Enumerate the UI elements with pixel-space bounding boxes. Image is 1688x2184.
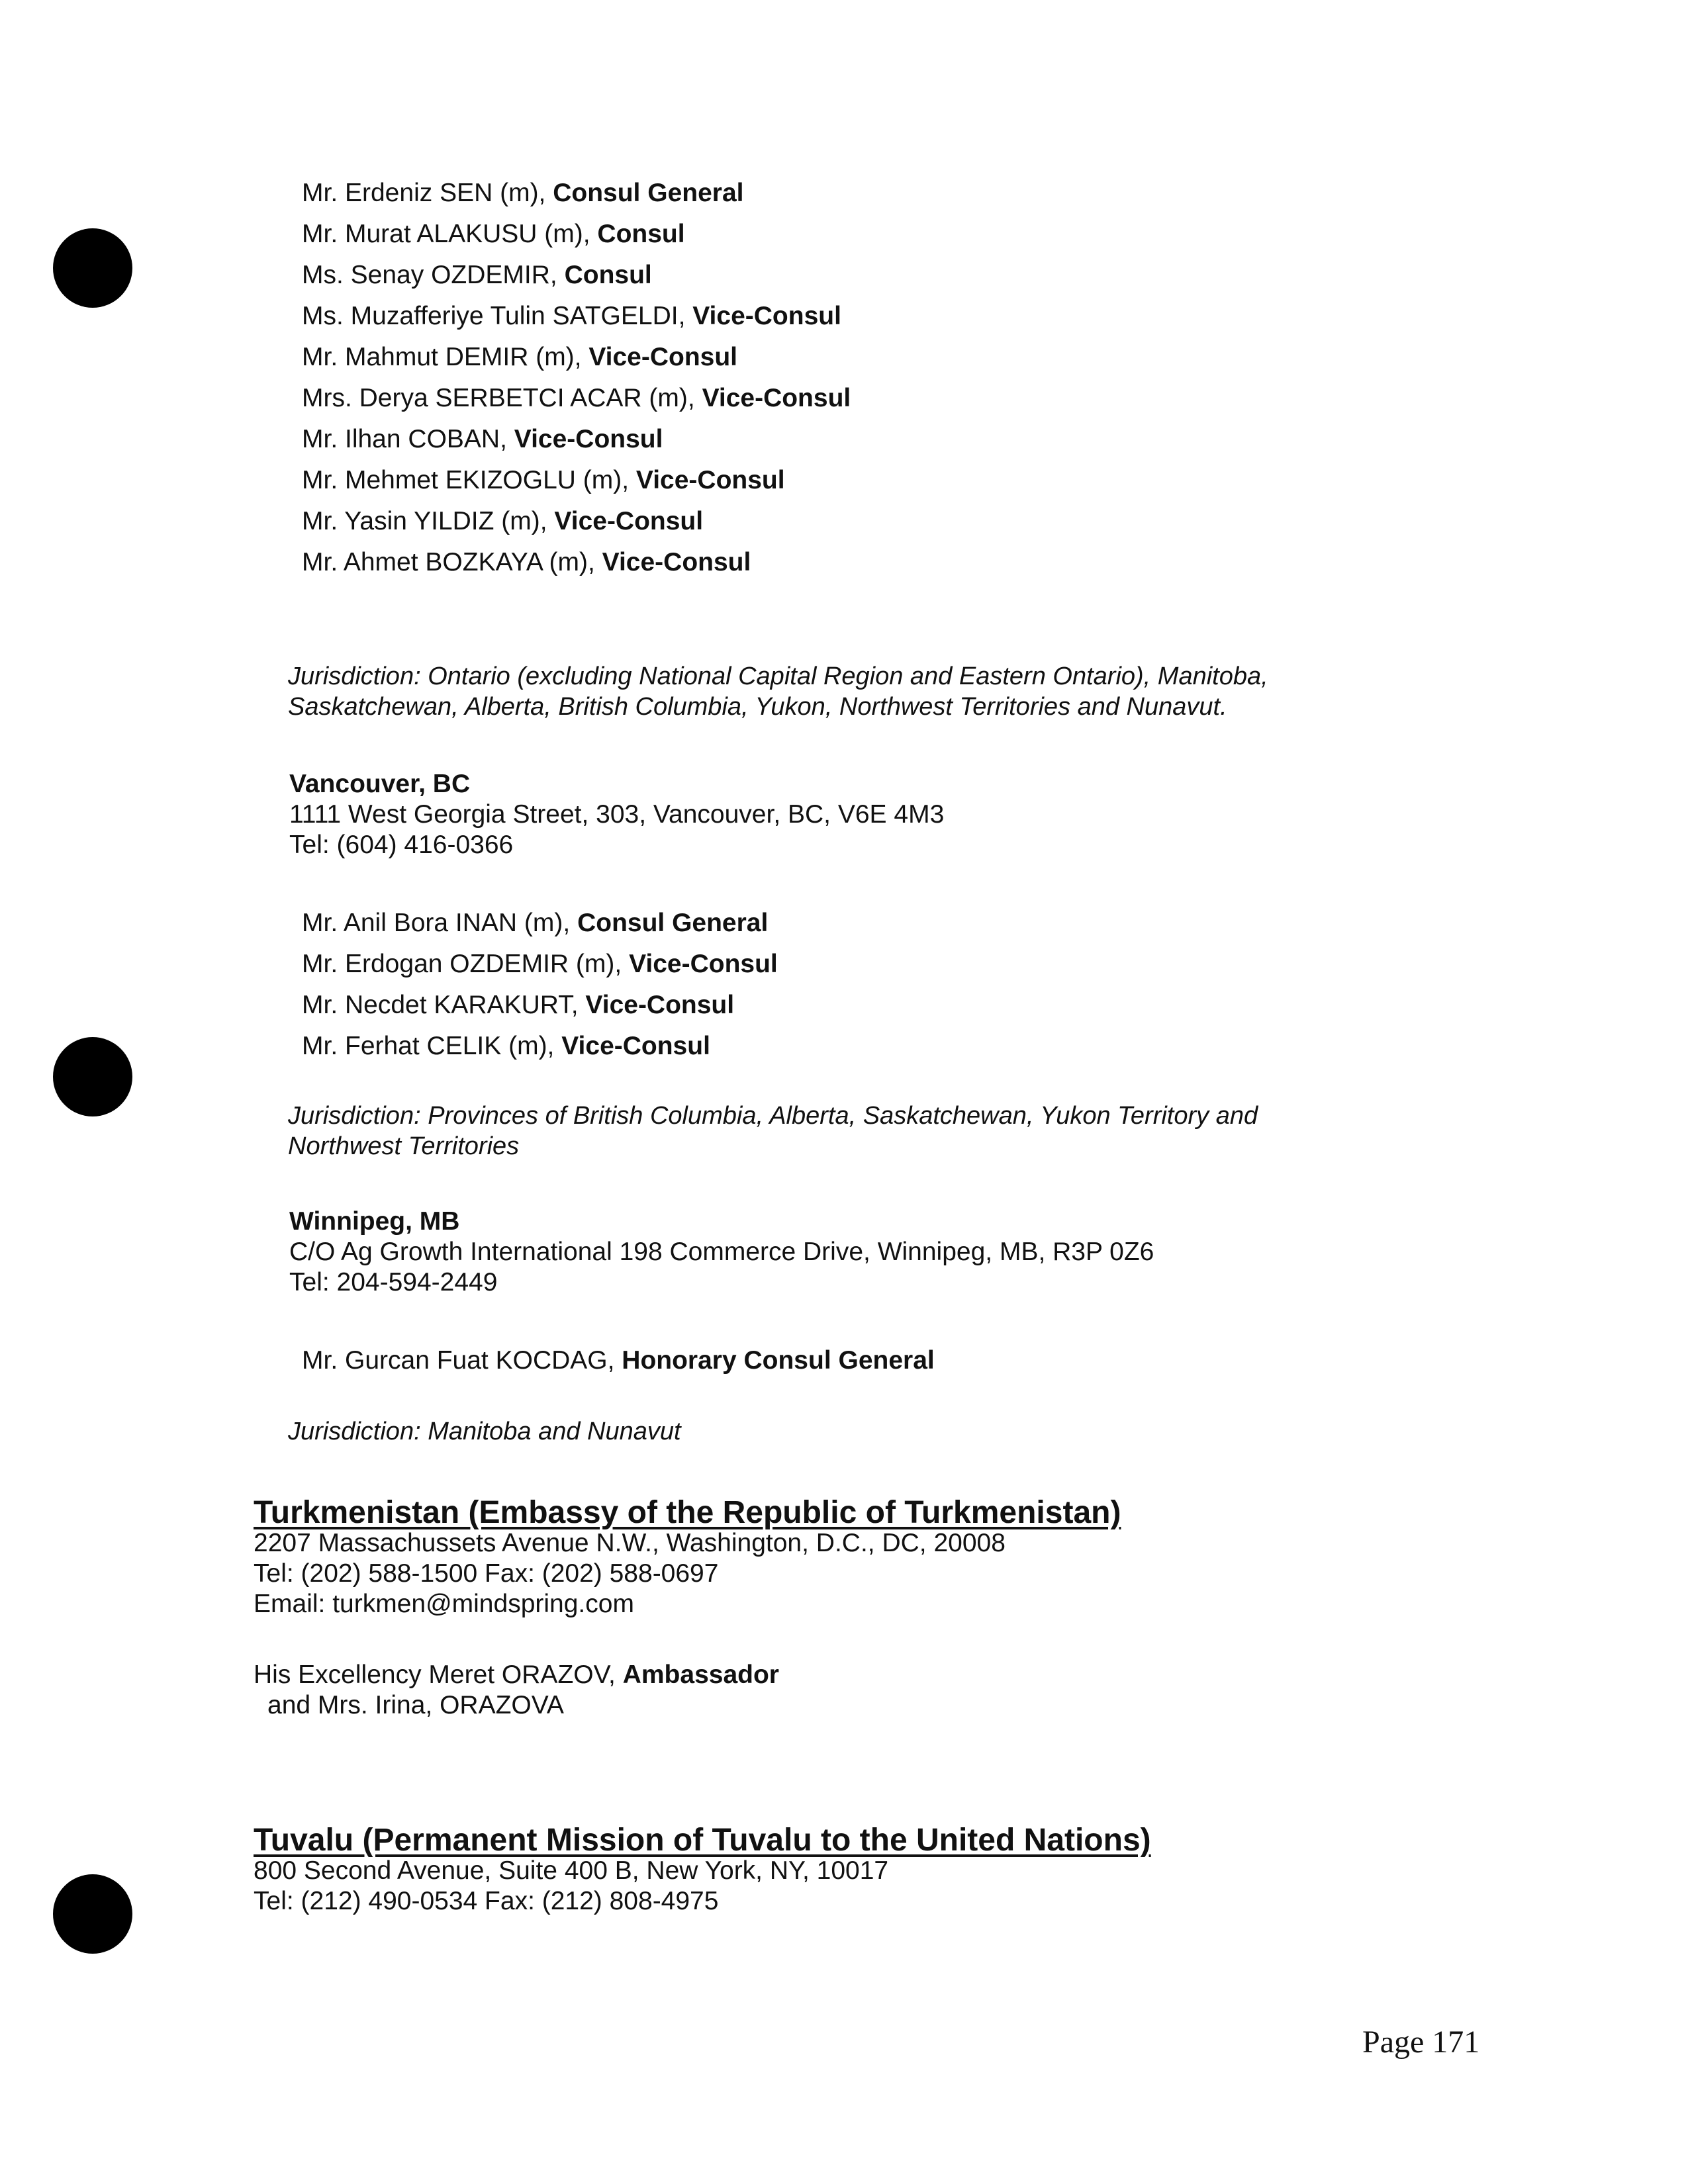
staff-entry xyxy=(302,467,851,508)
staff-name: Mr. Ferhat CELIK (m), xyxy=(302,1032,562,1060)
staff-name: Ms. Senay OZDEMIR, xyxy=(302,261,565,289)
staff-name: Mr. Ahmet BOZKAYA (m), xyxy=(302,548,602,576)
staff-name: Mr. Mehmet EKIZOGLU (m), xyxy=(302,466,636,494)
staff-name: Ms. Muzafferiye Tulin SATGELDI, xyxy=(302,302,693,330)
vancouver-jurisdiction xyxy=(288,1101,1258,1161)
jurisdiction-line: Jurisdiction: Manitoba and Nunavut xyxy=(288,1418,681,1445)
staff-title: Vice-Consul xyxy=(585,991,735,1019)
vancouver-staff-list xyxy=(302,910,778,1074)
staff-title: Vice-Consul xyxy=(692,302,841,330)
telephone: Tel: 204-594-2449 xyxy=(289,1268,498,1297)
spouse-entry: and Mrs. Irina, ORAZOVA xyxy=(267,1691,564,1719)
binder-hole-middle xyxy=(53,1037,132,1116)
staff-title: Consul xyxy=(597,220,685,248)
telephone: Tel: (604) 416-0366 xyxy=(289,831,514,859)
staff-entry xyxy=(302,221,851,262)
staff-entry xyxy=(302,508,851,549)
staff-entry xyxy=(302,910,778,951)
staff-title: Vice-Consul xyxy=(554,507,704,535)
staff-name: Mrs. Derya SERBETCI ACAR (m), xyxy=(302,384,702,412)
staff-entry xyxy=(302,1033,778,1074)
jurisdiction-line: Jurisdiction: Ontario (excluding National Capital Region and Eastern Ontario), Manitoba, xyxy=(288,662,1268,690)
staff-entry xyxy=(302,180,851,221)
telephone-fax: Tel: (202) 588-1500 Fax: (202) 588-0697 xyxy=(254,1559,719,1588)
staff-title: Vice-Consul xyxy=(635,466,785,494)
street-address: 2207 Massachussets Avenue N.W., Washington, D.C., DC, 20008 xyxy=(254,1529,1006,1557)
staff-entry xyxy=(302,385,851,426)
staff-name: Mr. Necdet KARAKURT, xyxy=(302,991,586,1019)
winnipeg-address-block xyxy=(289,1208,1154,1300)
staff-name: Mr. Erdogan OZDEMIR (m), xyxy=(302,950,630,978)
staff-name: Mr. Anil Bora INAN (m), xyxy=(302,909,578,937)
staff-name: Mr. Erdeniz SEN (m), xyxy=(302,179,553,207)
staff-name: Mr. Yasin YILDIZ (m), xyxy=(302,507,555,535)
staff-entry xyxy=(302,344,851,385)
staff-entry xyxy=(302,262,851,303)
telephone-fax: Tel: (212) 490-0534 Fax: (212) 808-4975 xyxy=(254,1887,719,1915)
winnipeg-staff-list xyxy=(302,1347,935,1388)
staff-title: Vice-Consul xyxy=(588,343,738,371)
staff-name: Mr. Gurcan Fuat KOCDAG, xyxy=(302,1346,622,1375)
country-heading: Tuvalu (Permanent Mission of Tuvalu to the United Nations) xyxy=(254,1823,1151,1858)
staff-name: Mr. Mahmut DEMIR (m), xyxy=(302,343,589,371)
staff-title: Consul xyxy=(564,261,652,289)
tuvalu-section xyxy=(254,1825,1151,1919)
jurisdiction-line: Saskatchewan, Alberta, British Columbia, Yukon, Northwest Territories and Nunavut. xyxy=(288,693,1227,721)
staff-entry xyxy=(302,426,851,467)
country-heading: Turkmenistan (Embassy of the Republic of Turkmenistan) xyxy=(254,1495,1121,1530)
staff-title: Vice-Consul xyxy=(514,425,663,453)
street-address: 800 Second Avenue, Suite 400 B, New York, NY, 10017 xyxy=(254,1856,889,1885)
city-heading: Vancouver, BC xyxy=(289,770,471,798)
jurisdiction-line: Northwest Territories xyxy=(288,1132,520,1160)
page-number: Page 171 xyxy=(1362,2025,1480,2060)
ambassador-entry xyxy=(254,1662,1121,1692)
binder-hole-bottom xyxy=(53,1874,132,1954)
ambassador-name: His Excellency Meret ORAZOV, xyxy=(254,1661,623,1689)
binder-hole-top xyxy=(53,228,132,308)
staff-entry xyxy=(302,1347,935,1388)
street-address: C/O Ag Growth International 198 Commerce Drive, Winnipeg, MB, R3P 0Z6 xyxy=(289,1238,1154,1266)
staff-name: Mr. Murat ALAKUSU (m), xyxy=(302,220,598,248)
staff-entry xyxy=(302,549,851,590)
staff-title: Vice-Consul xyxy=(702,384,851,412)
email-address: Email: turkmen@mindspring.com xyxy=(254,1590,634,1618)
street-address: 1111 West Georgia Street, 303, Vancouver, BC, V6E 4M3 xyxy=(289,800,945,829)
turkmenistan-section xyxy=(254,1497,1121,1723)
vancouver-address-block xyxy=(289,771,944,862)
staff-title: Vice-Consul xyxy=(629,950,778,978)
staff-entry xyxy=(302,303,851,344)
staff-title: Consul General xyxy=(577,909,769,937)
staff-entry xyxy=(302,951,778,992)
city-heading: Winnipeg, MB xyxy=(289,1207,460,1236)
staff-title: Consul General xyxy=(553,179,744,207)
staff-title: Honorary Consul General xyxy=(622,1346,935,1375)
toronto-staff-list xyxy=(302,180,851,590)
jurisdiction-line: Jurisdiction: Provinces of British Columbia, Alberta, Saskatchewan, Yukon Territory and xyxy=(288,1102,1258,1130)
staff-entry xyxy=(302,992,778,1033)
staff-name: Mr. Ilhan COBAN, xyxy=(302,425,514,453)
ambassador-title: Ambassador xyxy=(622,1661,779,1689)
toronto-jurisdiction xyxy=(288,661,1268,722)
staff-title: Vice-Consul xyxy=(602,548,751,576)
staff-title: Vice-Consul xyxy=(561,1032,710,1060)
winnipeg-jurisdiction xyxy=(288,1416,681,1447)
